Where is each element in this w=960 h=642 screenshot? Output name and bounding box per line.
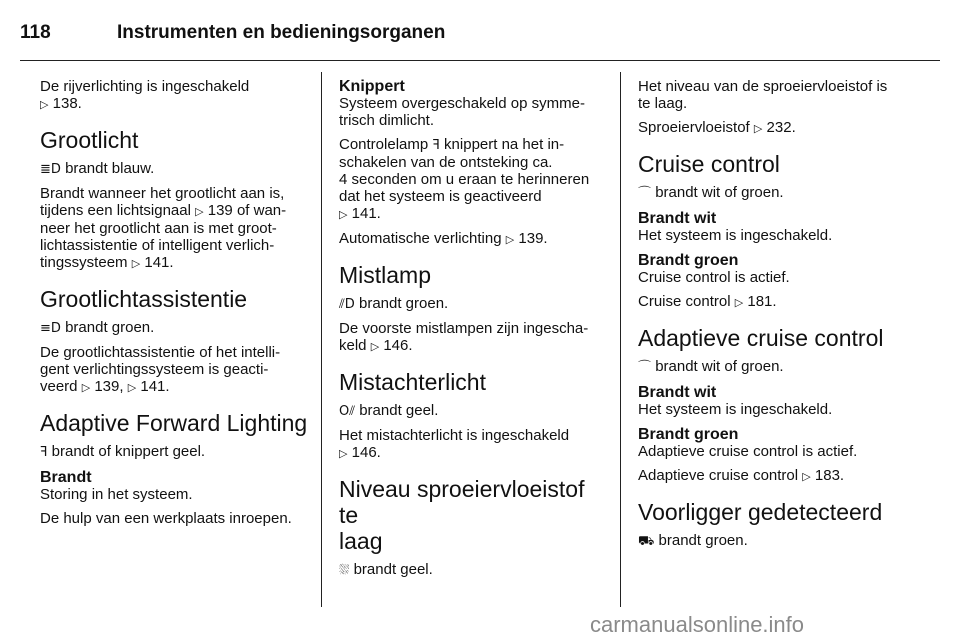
reference-arrow-icon: ▷ — [127, 381, 137, 394]
paragraph: Controlelamp ꟻ knippert na het in- schakelen van de ontsteking ca. 4 seconden om u eraan te herinneren dat het systeem is geactiveerd ▷ 141. — [339, 136, 590, 222]
high-beam-icon: ≣D — [40, 162, 61, 177]
column-2 — [339, 78, 607, 586]
fog-light-icon: ⫽D — [339, 297, 355, 312]
vehicle-ahead-icon: ⛟ — [638, 534, 655, 549]
sub-heading-brandt-groen: Brandt groen — [638, 252, 739, 269]
paragraph: Sproeiervloeistof ▷ 232. — [638, 119, 796, 136]
page-reference: 138. — [52, 95, 82, 112]
paragraph: Het systeem is ingeschakeld. — [638, 401, 833, 418]
status-line: ꟻ brandt of knippert geel. — [40, 443, 206, 460]
cruise-control-icon: ⌒ — [638, 360, 652, 375]
section-heading-cruise-control: Cruise control — [638, 151, 780, 177]
paragraph: Storing in het systeem. — [40, 486, 193, 503]
section-heading-mistachterlicht: Mistachterlicht — [339, 369, 486, 395]
status-line: ≣D brandt blauw. — [40, 160, 155, 177]
reference-arrow-icon: ▷ — [753, 122, 763, 135]
reference-arrow-icon: ▷ — [734, 296, 744, 309]
sub-heading-knippert: Knippert — [339, 78, 405, 95]
paragraph: Automatische verlichting ▷ 139. — [339, 230, 548, 247]
status-line: ⫽D brandt groen. — [339, 295, 449, 312]
washer-fluid-icon: ⛆ — [339, 563, 350, 578]
reference-arrow-icon: ▷ — [505, 233, 515, 246]
paragraph: Brandt wanneer het grootlicht aan is, tijdens een lichtsignaal ▷ 139 of wan- neer het grootlicht aan is met groot- lichtassistentie of intelligent verlich- tingssysteem ▷ 141. — [40, 185, 287, 271]
reference-arrow-icon: ▷ — [370, 340, 380, 353]
column-divider-1 — [321, 72, 322, 607]
reference-arrow-icon: ▷ — [195, 205, 204, 218]
high-beam-assist-icon: ≡D — [40, 321, 61, 336]
reference-arrow-icon: ▷ — [81, 381, 91, 394]
paragraph: De rijverlichting is ingeschakeld ▷ 138. — [40, 78, 250, 112]
paragraph: De hulp van een werkplaats inroepen. — [40, 510, 292, 527]
header-rule — [20, 60, 940, 61]
status-line: O⫽ brandt geel. — [339, 402, 439, 419]
reference-arrow-icon: ▷ — [339, 208, 348, 221]
section-heading-sproeiervloeistof: Niveau sproeiervloeistof te laag — [339, 476, 585, 554]
section-heading-afl: Adaptive Forward Lighting — [40, 410, 308, 436]
reference-arrow-icon: ▷ — [40, 98, 49, 111]
column-divider-2 — [620, 72, 621, 607]
paragraph: Systeem overgeschakeld op symme- trisch dimlicht. — [339, 95, 585, 129]
paragraph: De grootlichtassistentie of het intelli- gent verlichtingssysteem is geacti- veerd ▷ 139, ▷ 141. — [40, 344, 281, 395]
paragraph: Het systeem is ingeschakeld. — [638, 227, 833, 244]
afl-icon: ꟻ — [40, 445, 48, 460]
status-line: ⌒ brandt wit of groen. — [638, 184, 784, 201]
paragraph: Het mistachterlicht is ingeschakeld ▷ 146. — [339, 427, 570, 461]
paragraph: Adaptieve cruise control is actief. — [638, 443, 858, 460]
page-number: 118 — [20, 22, 51, 43]
status-line: ⛟ brandt groen. — [638, 532, 748, 549]
status-line: ⛆ brandt geel. — [339, 561, 433, 578]
paragraph: Cruise control is actief. — [638, 269, 790, 286]
sub-heading-brandt-groen: Brandt groen — [638, 426, 739, 443]
column-3 — [638, 78, 906, 557]
sub-heading-brandt: Brandt — [40, 469, 92, 486]
sub-heading-brandt-wit: Brandt wit — [638, 210, 717, 227]
column-1 — [40, 78, 310, 534]
paragraph: Het niveau van de sproeiervloeistof is te laag. — [638, 78, 888, 112]
paragraph: Cruise control ▷ 181. — [638, 293, 777, 310]
afl-icon: ꟻ — [432, 138, 440, 153]
section-heading-grootlichtassistentie: Grootlichtassistentie — [40, 286, 248, 312]
paragraph: Adaptieve cruise control ▷ 183. — [638, 467, 845, 484]
status-line: ≡D brandt groen. — [40, 319, 155, 336]
section-heading-mistlamp: Mistlamp — [339, 262, 432, 288]
paragraph: De voorste mistlampen zijn ingescha- keld ▷ 146. — [339, 320, 589, 354]
reference-arrow-icon: ▷ — [131, 257, 141, 270]
status-line: ⌒ brandt wit of groen. — [638, 358, 784, 375]
page-title: Instrumenten en bedieningsorganen — [117, 22, 446, 43]
section-heading-grootlicht: Grootlicht — [40, 127, 139, 153]
reference-arrow-icon: ▷ — [339, 447, 348, 460]
watermark: carmanualsonline.info — [590, 612, 805, 637]
sub-heading-brandt-wit: Brandt wit — [638, 384, 717, 401]
reference-arrow-icon: ▷ — [802, 470, 811, 483]
cruise-control-icon: ⌒ — [638, 186, 652, 201]
section-heading-voorligger-gedetecteerd: Voorligger gedetecteerd — [638, 499, 883, 525]
rear-fog-light-icon: O⫽ — [339, 404, 356, 419]
section-heading-adaptieve-cruise-control: Adaptieve cruise control — [638, 325, 884, 351]
